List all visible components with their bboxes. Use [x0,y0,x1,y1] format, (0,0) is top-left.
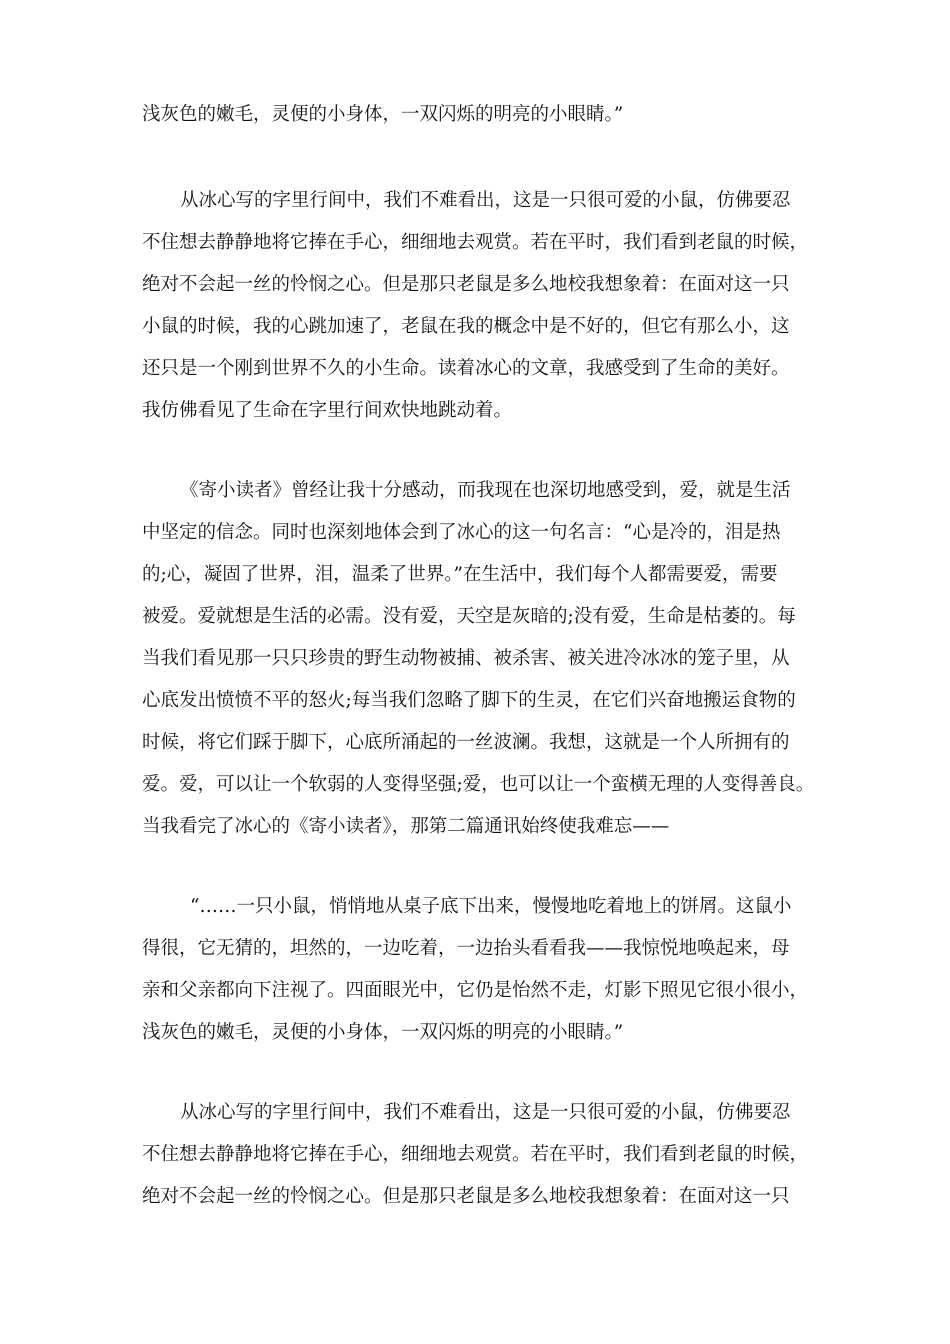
text-line: 爱。爱，可以让一个软弱的人变得坚强;爱，也可以让一个蛮横无理的人变得善良。 [142,774,815,795]
text-line: 的;心，凝固了世界，泪，温柔了世界。”在生活中，我们每个人都需要爱，需要 [142,564,778,585]
text-line: 得很，它无猜的，坦然的，一边吃着，一边抬头看看我——我惊悦地唤起来，母 [142,938,790,959]
text-line: 还只是一个刚到世界不久的小生命。读着冰心的文章，我感受到了生命的美好。 [142,358,790,379]
text-line: 当我看完了冰心的《寄小读者》，那第二篇通讯始终使我难忘—— [142,816,670,837]
text-line: 不住想去静静地将它捧在手心，细细地去观赏。若在平时，我们看到老鼠的时候， [142,232,809,253]
text-line: 绝对不会起一丝的怜悯之心。但是那只老鼠是多么地校我想象着：在面对这一只 [142,274,790,295]
text-line: 小鼠的时候，我的心跳加速了，老鼠在我的概念中是不好的，但它有那么小，这 [142,316,790,337]
text-line: 从冰心写的字里行间中，我们不难看出，这是一只很可爱的小鼠，仿佛要忍 [180,190,791,211]
text-line: 当我们看见那一只只珍贵的野生动物被捕、被杀害、被关进冷冰冰的笼子里，从 [142,648,790,669]
text-line: 时候，将它们踩于脚下，心底所涌起的一丝波澜。我想，这就是一个人所拥有的 [142,732,790,753]
text-line: 中坚定的信念。同时也深刻地体会到了冰心的这一句名言：“心是冷的，泪是热 [142,522,781,543]
text-line: 亲和父亲都向下注视了。四面眼光中，它仍是怡然不走，灯影下照见它很小很小， [142,980,809,1001]
text-line: 浅灰色的嫩毛，灵便的小身体，一双闪烁的明亮的小眼睛。” [142,104,624,125]
text-line: “……一只小鼠，悄悄地从桌子底下出来，慢慢地吃着地上的饼屑。这鼠小 [190,896,792,917]
text-line: 绝对不会起一丝的怜悯之心。但是那只老鼠是多么地校我想象着：在面对这一只 [142,1186,790,1207]
text-line: 从冰心写的字里行间中，我们不难看出，这是一只很可爱的小鼠，仿佛要忍 [180,1102,791,1123]
text-line: 不住想去静静地将它捧在手心，细细地去观赏。若在平时，我们看到老鼠的时候， [142,1144,809,1165]
text-line: 我仿佛看见了生命在字里行间欢快地跳动着。 [142,400,513,421]
text-line: 被爱。爱就想是生活的必需。没有爱，天空是灰暗的;没有爱，生命是枯萎的。每 [142,606,796,627]
text-line: 《寄小读者》曾经让我十分感动，而我现在也深切地感受到，爱，就是生活 [180,480,791,501]
text-line: 浅灰色的嫩毛，灵便的小身体，一双闪烁的明亮的小眼睛。” [142,1022,624,1043]
text-line: 心底发出愤愤不平的怒火;每当我们忽略了脚下的生灵，在它们兴奋地搬运食物的 [142,690,796,711]
